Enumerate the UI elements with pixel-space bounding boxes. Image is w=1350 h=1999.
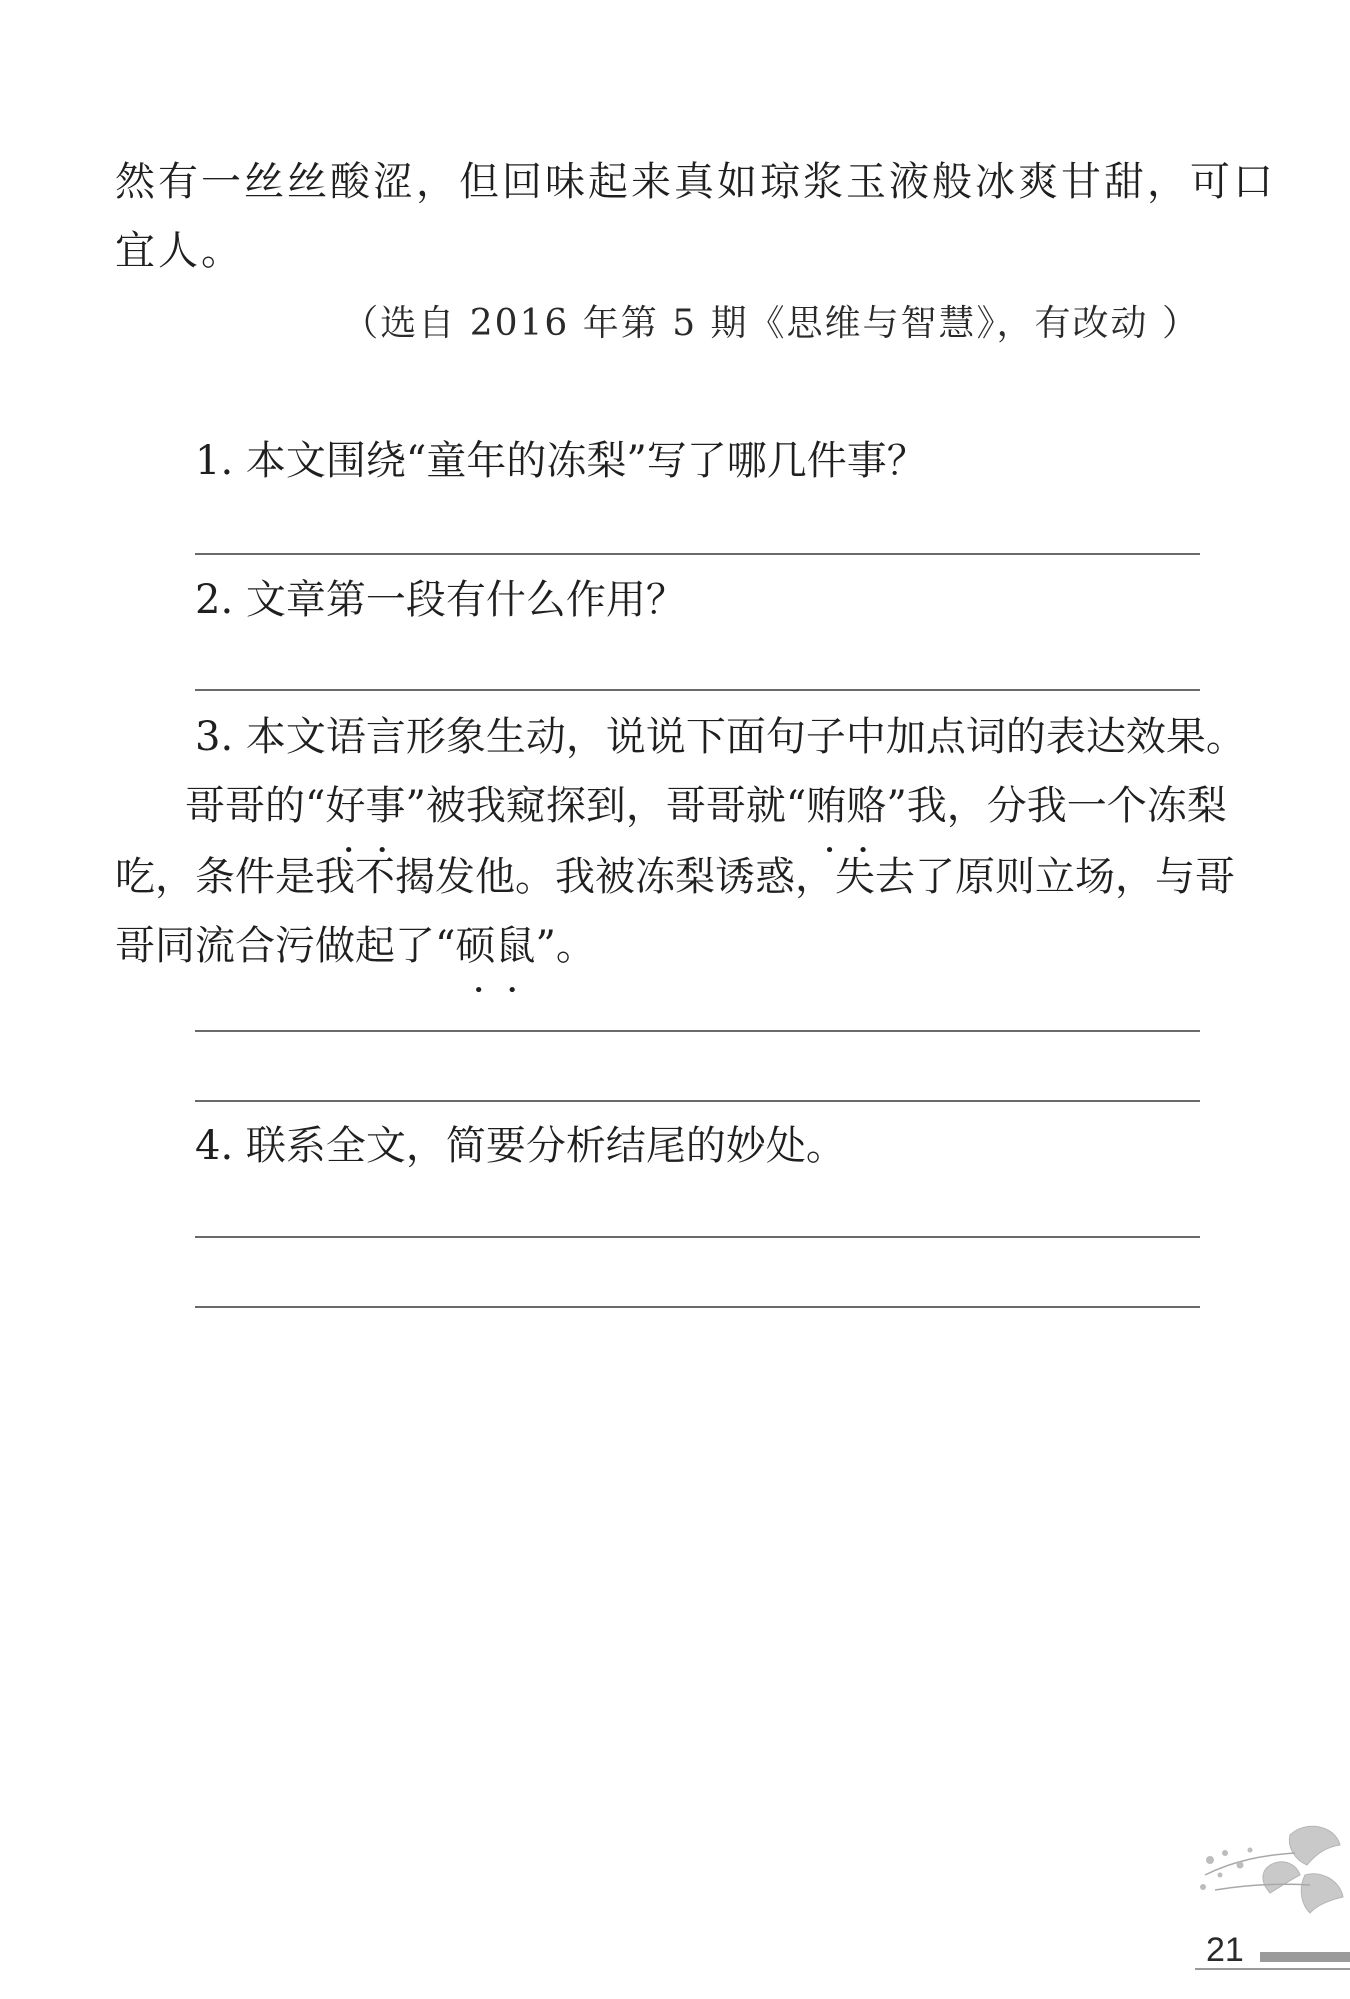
page-number-underline [1195,1968,1350,1970]
answer-line[interactable] [195,1306,1200,1308]
emphasized-word: 贿赂 • • [806,782,886,830]
source-citation: （选自 2016 年第 5 期《思维与智慧》，有改动 ） [342,303,1200,344]
emphasized-word: 好事 • • [325,782,405,830]
answer-line[interactable] [195,689,1200,691]
passage-line: 然有一丝丝酸涩，但回味起来真如琼浆玉液般冰爽甘甜，可口 [115,159,1276,205]
quoted-sentence-line: 吃，条件是我不揭发他。我被冻梨诱惑，失去了原则立场，与哥 [115,854,1235,900]
passage-line: 宜人。 [115,228,244,274]
leaf-ornament-icon [1195,1815,1350,1925]
emphasized-word: 硕鼠 • • [455,922,535,970]
question-1: 1. 本文围绕“童年的冻梨”写了哪几件事？ [195,438,927,484]
answer-line[interactable] [195,1100,1200,1102]
quote-text: 哥哥的“ [185,783,326,829]
quote-text: 哥同流合污做起了“ [115,923,456,969]
quoted-sentence-line [115,922,596,970]
answer-line[interactable] [195,1030,1200,1032]
page-number: 21 [1206,1931,1244,1969]
question-2: 2. 文章第一段有什么作用？ [195,577,686,623]
page-number-bar [1260,1952,1350,1962]
answer-line[interactable] [195,1236,1200,1238]
quote-text: ”被我窥探到，哥哥就“ [405,783,807,829]
question-3: 3. 本文语言形象生动，说说下面句子中加点词的表达效果。 [195,714,1246,760]
answer-line[interactable] [195,553,1200,555]
question-4: 4. 联系全文，简要分析结尾的妙处。 [195,1123,846,1169]
quote-text: ”我，分我一个冻梨 [886,783,1227,829]
quote-text: ”。 [535,923,596,969]
quoted-sentence-line [185,782,1227,830]
